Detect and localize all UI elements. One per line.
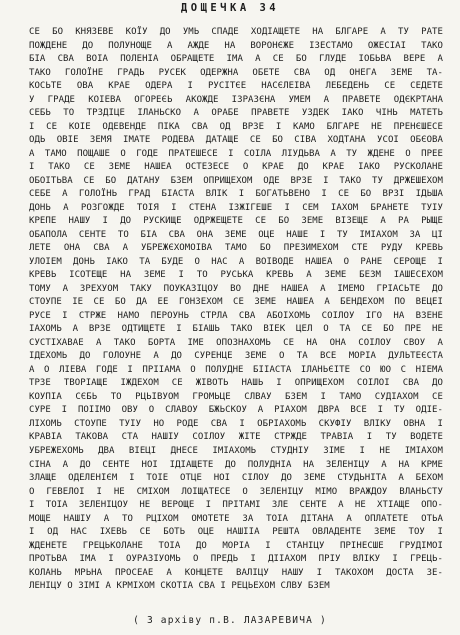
text-line: І ОД НАС ІХЕВЬ СЕ БОТЬ ОЦЕ НАШІІА РЕШТА ОВЛАДЕНТЕ ЗЕМЕ ТОУ І: [29, 527, 443, 538]
text-line: ТРЗЕ ТВОРІАЩЕ ІЖДЕХОМ СЕ ЖІВОТЬ НАШЬ І ОПРИЩЕХОМ СОІЛОІ СВА ДО: [29, 378, 443, 389]
text-line: ІДЕХОМЬ ДО ГОЛОУНЕ А ДО СУРЕНЦЕ ЗЕМЕ О ТА ВСЕ МОРІА ДУЛЬТЕЄСТА: [29, 351, 443, 362]
text-line: А ТАМО ПОЩАШЕ О ГОДЕ ПРАТЕШЕСЕ І СОІЛА ЛІУДЬВА А ТУ ЖДЕНЕ О ПРЕЕ: [29, 148, 443, 159]
text-line: А О ЛІЕВА ГОДЕ І ПРІІАМА О ПОЛУДНЕ БІІАСТА ІЛАНЬЄІТЕ СО ЮО С НІЕМА: [29, 364, 443, 375]
page-title: ДОЩЕЧКА 34: [180, 2, 280, 14]
text-line: ОБАПОЛА СЕНТЕ ТО БІА СВА ОНА ЗЕМЕ ОЦЕ НАШЕ І ТУ ІМІАХОМ ЗА ЦІ: [29, 229, 443, 240]
document-body: [29, 26, 443, 594]
text-line: ПОЖДЕНЕ ДО ПОЛУНОЩЕ А АЖДЕ НА ВОРОНЄЖЕ ІЗЕСТАМО ОЖЕСІАІ ТАКО: [29, 40, 443, 51]
text-line: РУСЕ І СТРЖЕ НАМО ПЕРОУНЬ СТРЛА СВА АБОІХОМЬ СОІЛОУ ІГО НА ВЗЕНЕ: [29, 310, 443, 321]
text-line: ЗЛАЩЕ ОДЕЛЕНІЄМ І ТОІЕ ОТЦЕ НОІ СІЛОУ ДО ЗЕМЕ СТУДЬНІТА А БЕХОМ: [29, 473, 443, 484]
text-line: КРАВІА ТАКОВА СТА НАШІУ СОІЛОУ ЖІТЕ СТРЖДЕ ТРАВІА І ТУ ВОДЕТЕ: [29, 432, 443, 443]
text-line: СЕБЬ ТО ТРЗДІЦЕ ІЛАНЬСКО А ОРАБЕ ПРАВЕТЕ УЗДЕК ІАКО ЧІНЬ МАТЕТЬ: [29, 108, 443, 119]
text-line: ЖДЕНЕТЕ ГРЕЦЬКОЛАНЕ ТОІА ДО МОРІА І СТАНІЦУ ПРІНЕСШЕ ГРУДІМОІ: [29, 540, 443, 551]
text-line: І ТОІА ЗЕЛЕНІЦОУ НЕ ВЕРОЩЕ І ПРІТАМІ ЗЛЕ СЕНТЕ А НЕ ХТІАЩЕ ОПО-: [29, 500, 443, 511]
text-line: СЕБЕ А ГОЛОЇНЬ ГРАД БІАСТА ВЛІК І БОГАТЬВЕНО І СЕ БО ВРЗІ ІДЬША: [29, 189, 443, 200]
text-line: КОУПІА СЄБЬ ТО РЦЬІВУОМ ГРОМЬЦЕ СЛВАУ БЗЕМ І ТАМО СУДІАХОМ СЕ: [29, 391, 443, 402]
text-line: КРЕВЬ ІСОТЕЩЕ НА ЗЕМЕ І ТО РУСЬКА КРЕВЬ А ЗЕМЕ БЕЗМ ІАШЕСЕХОМ: [29, 270, 443, 281]
text-line: СУСТІХАВАЕ А ТАКО БОРТА ІМЕ ОПОЗНАХОМЬ СЕ НА ОНА СОІЛОУ СВОУ А: [29, 337, 443, 348]
text-line: І СЕ КОІЕ ОДЕВЕНДЕ ПІКА СВА ОД ВРЗЕ І КАМО БЛГАРЕ НЕ ПРЕНЄШЕСЕ: [29, 121, 443, 132]
text-line: УБРЕЖЕХОМЬ ДВА ВІЕЦІ ДНЕСЕ ІМІАХОМЬ СТУДНІУ ЗІМЕ І НЕ ІМІАХОМ: [29, 445, 443, 456]
text-line: ЛЕТЕ ОНА СВА А УБРЕЖЄХОМОІВА ТАМО БО ПРЕЗИМЕХОМ СТЕ РУДУ КРЕВЬ: [29, 243, 443, 254]
source-note: ( З архіву п.В. ЛАЗАРЕВИЧА ): [133, 615, 327, 626]
text-line: МОЩЕ НАШІУ А ТО РЦІХОМ ОМОТЕТЕ ЗА ТОІА ДІТАНА А ОПЛАТЕТЕ ОТЬА: [29, 513, 443, 524]
text-line: ТОМУ А ЗРЕХУОМ ТАКУ ПОУКАЗІЦОУ ВО ДНЕ НАШЕА А ІМЕМО ГРІАСЬТЕ ДО: [29, 283, 443, 294]
text-line: ОБОІТЬВА СЕ БО ДАТАНУ БЗЕМ ОПРИЩЕХОМ ОДЕ ВРЗЕ І ТАКО ТУ ДРЖЕШЕХОМ: [29, 175, 443, 186]
text-line: СТОУПЕ ІЕ СЕ БО ДА ЕЕ ГОНЗЕХОМ СЕ ЗЕМЕ НАШЕА А БЕНДЕХОМ ПО ВЕЦЕІ: [29, 297, 443, 308]
text-line: ІАХОМЬ А ВРЗЕ ОДТИЩЕТЕ І БІАШЬ ТАКО ВІЕК ЦЕЛ О ТА СЕ БО ПРЕ НЕ: [29, 324, 443, 335]
text-line: СІНА А ДО СЕНТЕ НОІ ІДІАЩЕТЕ ДО ПОЛУДНІА НА ЗЕЛЕНІЦУ А НА КРМЕ: [29, 459, 443, 470]
text-line: КОЛАНЬ МРЬНА ПРОСЕАЕ А КОНЦЕТЕ ВАЛІЦУ НАШУ І ТАКОХОМ ДОСТА ЗЕ-: [29, 567, 443, 578]
text-line: СЕ БО КНЯЗЕВЕ КОЇУ ДО УМЬ СПАДЕ ХОДІАЩЕТЕ НА БЛГАРЕ А ТУ РАТЕ: [29, 27, 443, 37]
text-line: У ГРАДЕ КОІЕВА ОГОРЕЄЬ АКОЖДЕ ІЗРАЗЄНА УМЕМ А ПРАВЕТЕ ОДЄКРТАНА: [29, 94, 443, 105]
text-line: ПРОТЬВА ІМА І ОУРАЗІУОМЬ О ПРЕДЬ І ДІІАХОМ ПРІУ ВЛІКУ І ГРЕЦЬ-: [29, 554, 443, 565]
text-line: КРЕПЕ НАШУ І ДО РУСКИЩЕ ОДРЖЕЩЕТЕ СЕ БО ЗЕМЕ ВІЗЕЩЕ А РА РЫЩЕ: [29, 216, 443, 227]
text-line: СУРЕ І ПОІІМО ОВУ О СЛАВОУ БЖЬСКОУ А РІАХОМ ДВРА ВСЕ І ТУ ОДІЕ-: [29, 405, 443, 416]
text-line: УЛОІЕМ ДОНЬ ІАКО ТА БУДЕ О НАС А ВОІВОДЕ НАШЕА О РАНЕ СЕРОЩЕ І: [29, 256, 443, 267]
text-line: О ГЕВЕЛОІ І НЕ СМІХОМ ЛОІЩАТЕСЕ О ЗЕЛЕНІЦУ МІМО ВРАЖДОУ ВЛАНЬСТУ: [29, 486, 443, 497]
text-line: ТАКО ГОЛОЇНЕ ГРАДЬ РУСЕК ОДЕРЖНА ОБЕТЕ СВА ОД ОНЕГА ЗЕМЕ ТА-: [29, 67, 443, 78]
text-line: КОСЬТЕ ОВА КРАЕ ОДЕРА І РУСІТЄЕ НАСЄЛЕІВА ЛЕБЕДЕНЬ СЕ СЕДЕТЕ: [29, 81, 443, 92]
text-line: БІА СВА ВОІА ПОЛЕНІА ОБРАЩЕТЕ ІМА А СЕ БО ГЛУДЕ ІОБЬВА ВЕРЕ А: [29, 54, 443, 65]
text-line: ДОНЬ А РОЗГОЖДЕ ТОІЯ І СТЕНА ІЗЖІГЕШЕ І СЕМ ІАХОМ БРАНЕТЕ ТУІУ: [29, 202, 443, 213]
text-line: ЛЕНІЦУ О ЗІМІ А КРМІХОМ СКОТІА СВА І РЕЦЬЕХОМ СЛВУ БЗЕМ: [29, 581, 330, 592]
text-line: ОДЬ ОВІЕ ЗЕМЯ ІМАТЕ РОДЕВА ДАТАЩЕ СЕ БО СІВА ХОДТАНА УСОІ ОБЄОВА: [29, 135, 443, 146]
text-line: ЛІХОМЬ СТОУПЕ ТУІУ НО РОДЕ СВА І ОБРІАХОМЬ СКУФІУ ВЛІКУ ОВНА І: [29, 418, 443, 429]
text-line: І ТАКО СЕ ЗЕМЕ НАШЕА ОСТЕЗЕСЕ О КРАЕ ДО КРАЕ ІАКО РУСКОЛАНЕ: [29, 162, 443, 173]
